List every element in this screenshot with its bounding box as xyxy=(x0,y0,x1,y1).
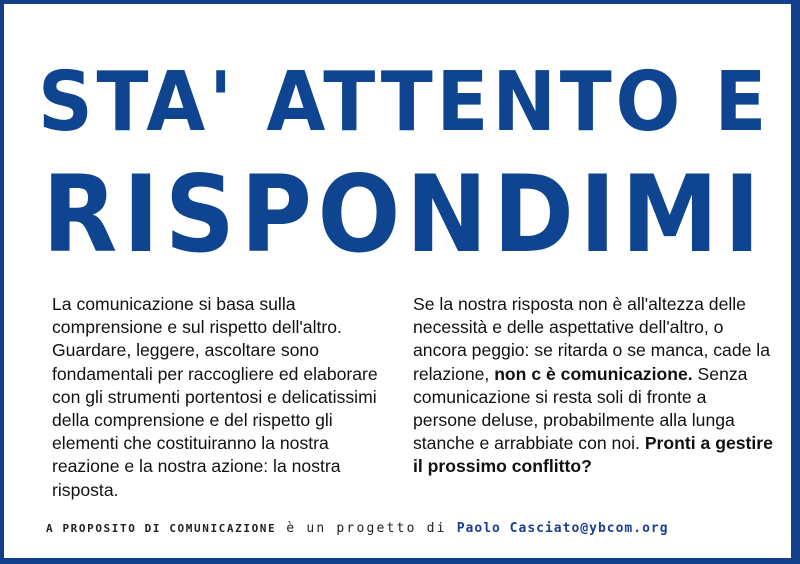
right-column-text xyxy=(413,293,773,479)
right-text-part-2: Senza comunicazione si resta soli di fronte a persone deluse, probabilmente alla lunga stanche e arrabbiate con noi. xyxy=(413,363,748,454)
right-text-part-1: Se la nostra risposta non è all'altezza delle necessità e delle aspettative dell'altro, o ancora peggio: se ritarda o se manca, cade la relazione, xyxy=(413,294,770,384)
headline-line-2: RISPONDIMI xyxy=(42,153,766,276)
footer-middle-text: è un progetto di xyxy=(276,521,457,536)
right-bold-part-1: non c è comunicazione. xyxy=(494,363,693,384)
footer-credit xyxy=(46,521,786,536)
left-column-text: La comunicazione si basa sulla comprensione e sul rispetto dell'altro. Guardare, leggere, ascoltare sono fondamentali per raccogliere ed elaborare con gli strumenti portentosi e delicatissimi della comprensione e del rispetto gli elementi che costituiranno la nostra reazione e la nostra azione: la nostra risposta. xyxy=(52,294,378,500)
footer-series-name: A PROPOSITO DI COMUNICAZIONE xyxy=(46,522,277,535)
right-bold-part-2: Pronti a gestire il prossimo conflitto? xyxy=(413,433,773,477)
footer-author-link[interactable]: Paolo Casciato@ybcom.org xyxy=(456,521,669,536)
headline-line-1: STA' ATTENTO E xyxy=(37,55,771,150)
